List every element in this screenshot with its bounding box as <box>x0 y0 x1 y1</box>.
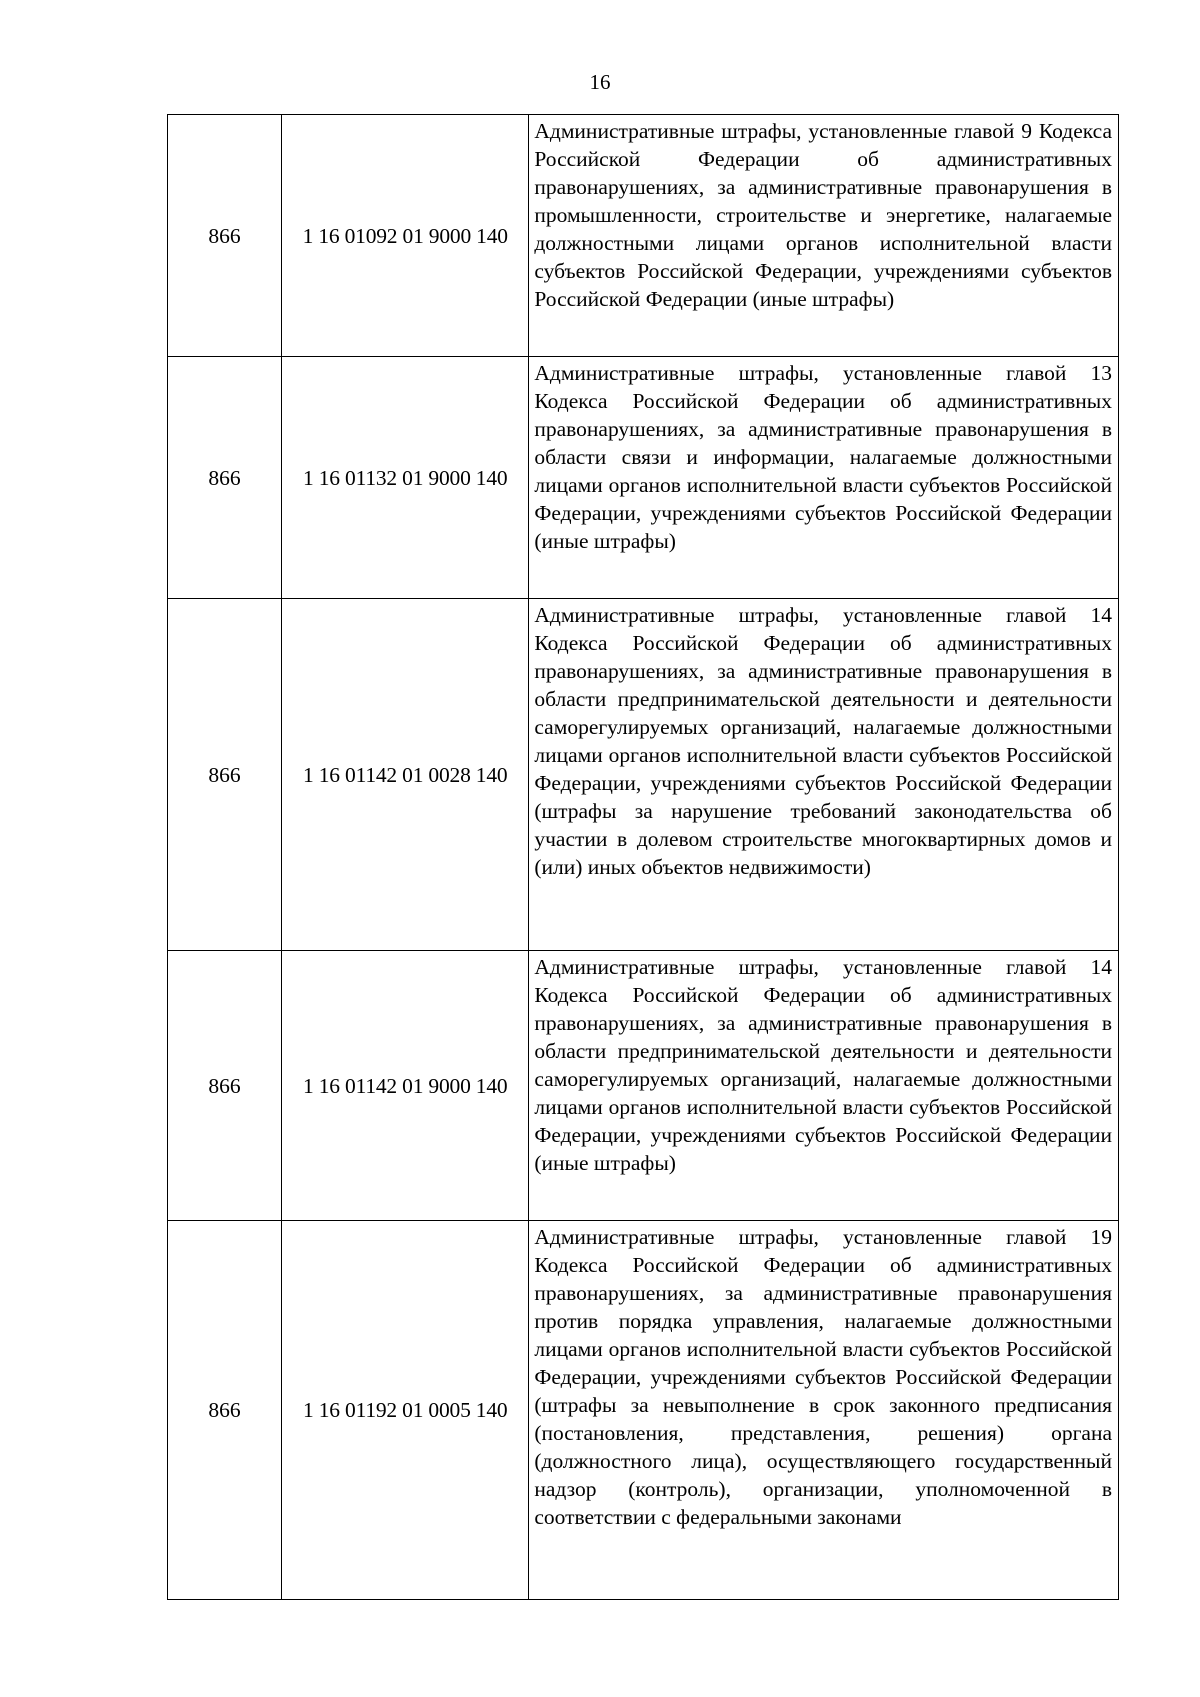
kbk-code-cell: 1 16 01132 01 9000 140 <box>282 357 529 599</box>
revenue-codes-table <box>167 114 1119 1600</box>
table-row <box>168 115 1119 357</box>
kbk-code-cell: 1 16 01142 01 0028 140 <box>282 599 529 951</box>
description-cell: Административные штрафы, установленные главой 13 Кодекса Российской Федерации об административных правонарушениях, за административные правонарушения в области связи и информации, налагаемые должностными лицами органов исполнительной власти субъектов Российской Федерации, учреждениями субъектов Российской Федерации (иные штрафы) <box>529 357 1119 599</box>
description-cell: Административные штрафы, установленные главой 14 Кодекса Российской Федерации об административных правонарушениях, за административные правонарушения в области предпринимательской деятельности и деятельности саморегулируемых организаций, налагаемые должностными лицами органов исполнительной власти субъектов Российской Федерации, учреждениями субъектов Российской Федерации (иные штрафы) <box>529 951 1119 1221</box>
table-row <box>168 599 1119 951</box>
admin-code-cell: 866 <box>168 1221 282 1600</box>
admin-code-cell: 866 <box>168 951 282 1221</box>
table-row <box>168 951 1119 1221</box>
description-cell: Административные штрафы, установленные главой 14 Кодекса Российской Федерации об административных правонарушениях, за административные правонарушения в области предпринимательской деятельности и деятельности саморегулируемых организаций, налагаемые должностными лицами органов исполнительной власти субъектов Российской Федерации, учреждениями субъектов Российской Федерации (штрафы за нарушение требований законодательства об участии в долевом строительстве многоквартирных домов и (или) иных объектов недвижимости) <box>529 599 1119 951</box>
page-number: 16 <box>589 70 611 94</box>
admin-code-cell: 866 <box>168 357 282 599</box>
admin-code-cell: 866 <box>168 115 282 357</box>
description-cell: Административные штрафы, установленные главой 19 Кодекса Российской Федерации об административных правонарушениях, за административные правонарушения против порядка управления, налагаемые должностными лицами органов исполнительной власти субъектов Российской Федерации, учреждениями субъектов Российской Федерации (штрафы за невыполнение в срок законного предписания (постановления, представления, решения) органа (должностного лица), осуществляющего государственный надзор (контроль), организации, уполномоченной в соответствии с федеральными законами <box>529 1221 1119 1600</box>
admin-code-cell: 866 <box>168 599 282 951</box>
kbk-code-cell: 1 16 01142 01 9000 140 <box>282 951 529 1221</box>
kbk-code-cell: 1 16 01192 01 0005 140 <box>282 1221 529 1600</box>
kbk-code-cell: 1 16 01092 01 9000 140 <box>282 115 529 357</box>
description-cell: Административные штрафы, установленные главой 9 Кодекса Российской Федерации об административных правонарушениях, за административные правонарушения в промышленности, строительстве и энергетике, налагаемые должностными лицами органов исполнительной власти субъектов Российской Федерации, учреждениями субъектов Российской Федерации (иные штрафы) <box>529 115 1119 357</box>
table-row <box>168 357 1119 599</box>
table-row <box>168 1221 1119 1600</box>
